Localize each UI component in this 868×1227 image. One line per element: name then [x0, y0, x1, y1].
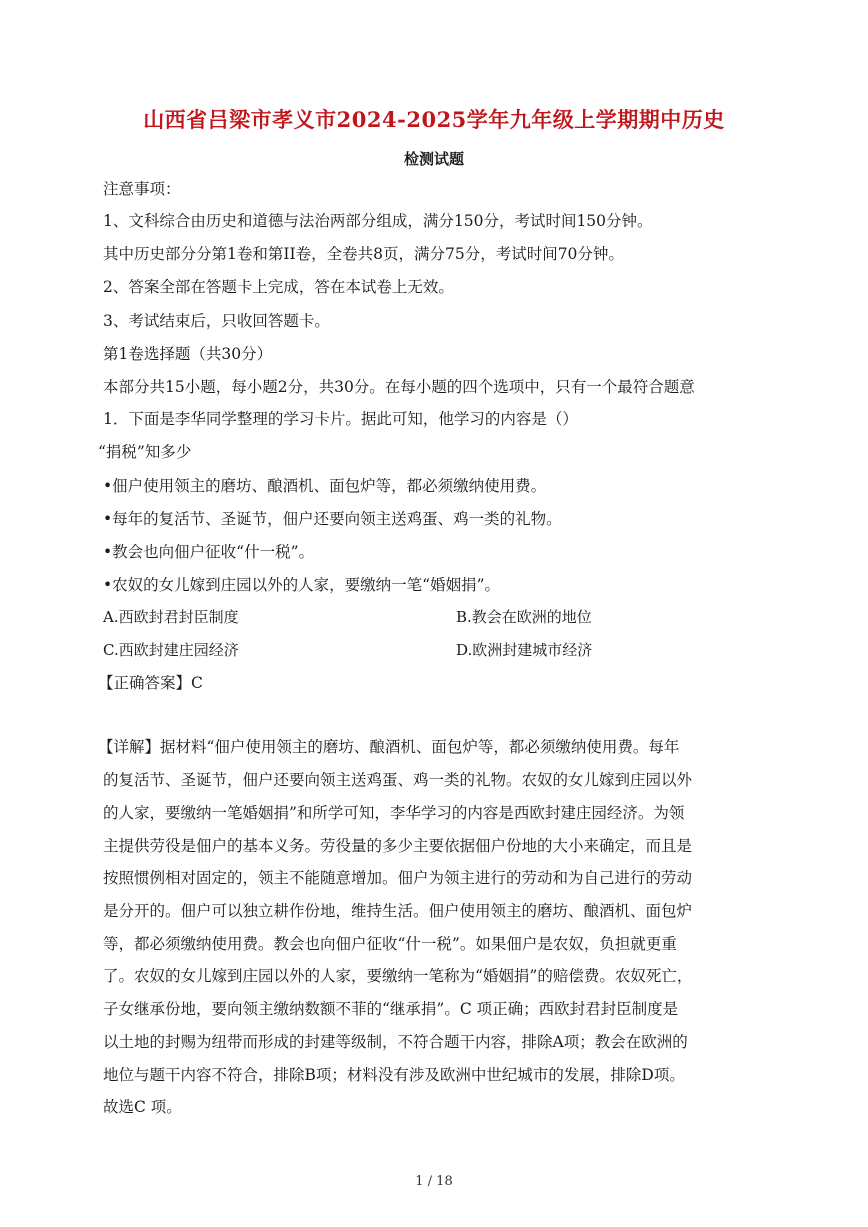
- explanation-line: 主提供劳役是佃户的基本义务。劳役量的多少主要依据佃户份地的大小来确定，而且是: [103, 837, 693, 855]
- section-instruction: 本部分共15小题，每小题2分，共30分。在每小题的四个选项中，只有一个最符合题意: [103, 378, 695, 396]
- explanation-line: 等，都必须缴纳使用费。教会也向佃户征收“什一税”。如果佃户是农奴，负担就更重: [103, 935, 677, 953]
- card-bullet: •农奴的女儿嫁到庄园以外的人家，要缴纳一笔“婚姻捐”。: [103, 576, 500, 594]
- explanation-line: 【详解】据材料“佃户使用领主的磨坊、酿酒机、面包炉等，都必须缴纳使用费。每年: [98, 738, 680, 756]
- explanation-line: 是分开的。佃户可以独立耕作份地，维持生活。佃户使用领主的磨坊、酿酒机、面包炉: [103, 902, 693, 920]
- card-title: “捐税”知多少: [98, 443, 192, 461]
- explanation-line: 子女继承份地，要向领主缴纳数额不菲的“继承捐”。C 项正确；西欧封君封臣制度是: [103, 1000, 679, 1018]
- option-d: D.欧洲封建城市经济: [456, 641, 593, 659]
- explanation-line: 故选C 项。: [103, 1098, 182, 1116]
- notes-item-3: 3、考试结束后，只收回答题卡。: [103, 312, 330, 330]
- document-subtitle: 检测试题: [403, 150, 464, 168]
- explanation-line: 的复活节、圣诞节，佃户还要向领主送鸡蛋、鸡一类的礼物。农奴的女儿嫁到庄园以外: [103, 771, 693, 789]
- explanation-line: 了。农奴的女儿嫁到庄园以外的人家，要缴纳一笔称为“婚姻捐”的赔偿费。农奴死亡，: [103, 967, 693, 985]
- card-bullet: •教会也向佃户征收“什一税”。: [103, 543, 314, 561]
- explanation-line: 按照惯例相对固定的，领主不能随意增加。佃户为领主进行的劳动和为自己进行的劳动: [103, 869, 693, 887]
- option-a: A.西欧封君封臣制度: [103, 608, 239, 626]
- notes-item-2: 2、答案全部在答题卡上完成，答在本试卷上无效。: [103, 278, 454, 296]
- explanation-line: 地位与题干内容不符合，排除B项；材料没有涉及欧洲中世纪城市的发展，排除D项。: [103, 1066, 685, 1084]
- explanation-line: 以土地的封赐为纽带而形成的封建等级制，不符合题干内容，排除A项；教会在欧洲的: [103, 1033, 688, 1051]
- notes-item-1b: 其中历史部分分第1卷和第II卷，全卷共8页，满分75分，考试时间70分钟。: [103, 245, 624, 263]
- option-b: B.教会在欧洲的地位: [456, 608, 592, 626]
- notes-heading: 注意事项：: [103, 180, 181, 198]
- notes-item-1: 1、文科综合由历史和道德与法治两部分组成，满分150分，考试时间150分钟。: [103, 212, 653, 230]
- explanation-line: 的人家，要缴纳一笔婚姻捐”和所学可知，李华学习的内容是西欧封建庄园经济。为领: [103, 804, 685, 822]
- section-heading: 第1卷选择题（共30分）: [103, 345, 273, 363]
- option-c: C.西欧封建庄园经济: [103, 641, 239, 659]
- card-bullet: •佃户使用领主的磨坊、酿酒机、面包炉等，都必须缴纳使用费。: [103, 477, 547, 495]
- card-bullet: •每年的复活节、圣诞节，佃户还要向领主送鸡蛋、鸡一类的礼物。: [103, 510, 562, 528]
- question-stem: 1．下面是李华同学整理的学习卡片。据此可知，他学习的内容是（）: [103, 410, 578, 428]
- correct-answer: 【正确答案】C: [98, 674, 203, 692]
- page-number: 1 / 18: [415, 1174, 453, 1189]
- document-title: 山西省吕梁市孝义市2024-2025学年九年级上学期期中历史: [143, 107, 725, 132]
